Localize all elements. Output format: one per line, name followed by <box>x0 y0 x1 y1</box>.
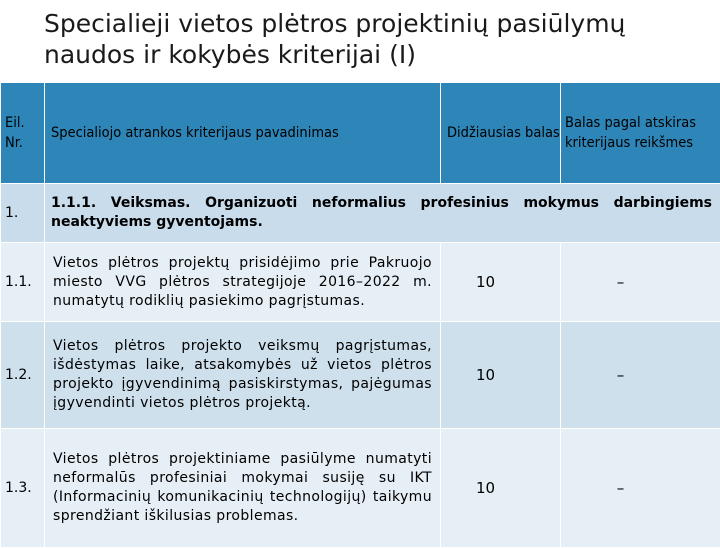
table-row <box>1 243 720 322</box>
row-score-by-value: – <box>561 429 720 548</box>
slide-title: Specialieji vietos plėtros projektinių pasiūlymų naudos ir kokybės kriterijai (I) <box>44 8 704 70</box>
table-row <box>1 429 720 548</box>
header-max-score: Didžiausias balas <box>441 83 561 184</box>
row-max-score: 10 <box>441 429 561 548</box>
table-header-row <box>1 83 720 184</box>
row-description: Vietos plėtros projektų prisidėjimo prie Pakruojo miesto VVG plėtros strategijoje 2016–2022 m. numatytų rodiklių pasiekimo pagrįstumas. <box>45 243 441 322</box>
header-nr: Eil. Nr. <box>1 83 45 184</box>
header-score-by-value: Balas pagal atskiras kriterijaus reikšmes <box>561 83 720 184</box>
row-max-score: 10 <box>441 243 561 322</box>
row-description: Vietos plėtros projekto veiksmų pagrįstumas, išdėstymas laike, atsakomybės už vietos plėtros projekto įgyvendinimą pasiskirstymas, pajėgumas įgyvendinti vietos plėtros projektą. <box>45 322 441 429</box>
section-row <box>1 184 720 243</box>
row-nr: 1.2. <box>1 322 45 429</box>
row-max-score: 10 <box>441 322 561 429</box>
header-criterion-name: Specialiojo atrankos kriterijaus pavadinimas <box>45 83 441 184</box>
row-description: Vietos plėtros projektiniame pasiūlyme numatyti neformalūs profesiniai mokymai susiję su IKT (Informacinių komunikacinių technologijų) taikymu sprendžiant iškilusias problemas. <box>45 429 441 548</box>
section-title: 1.1.1. Veiksmas. Organizuoti neformalius profesinius mokymus darbingiems neaktyviems gyventojams. <box>45 184 720 243</box>
row-score-by-value: – <box>561 243 720 322</box>
criteria-table <box>0 82 720 548</box>
row-score-by-value: – <box>561 322 720 429</box>
section-nr: 1. <box>1 184 45 243</box>
row-nr: 1.3. <box>1 429 45 548</box>
row-nr: 1.1. <box>1 243 45 322</box>
table-row <box>1 322 720 429</box>
